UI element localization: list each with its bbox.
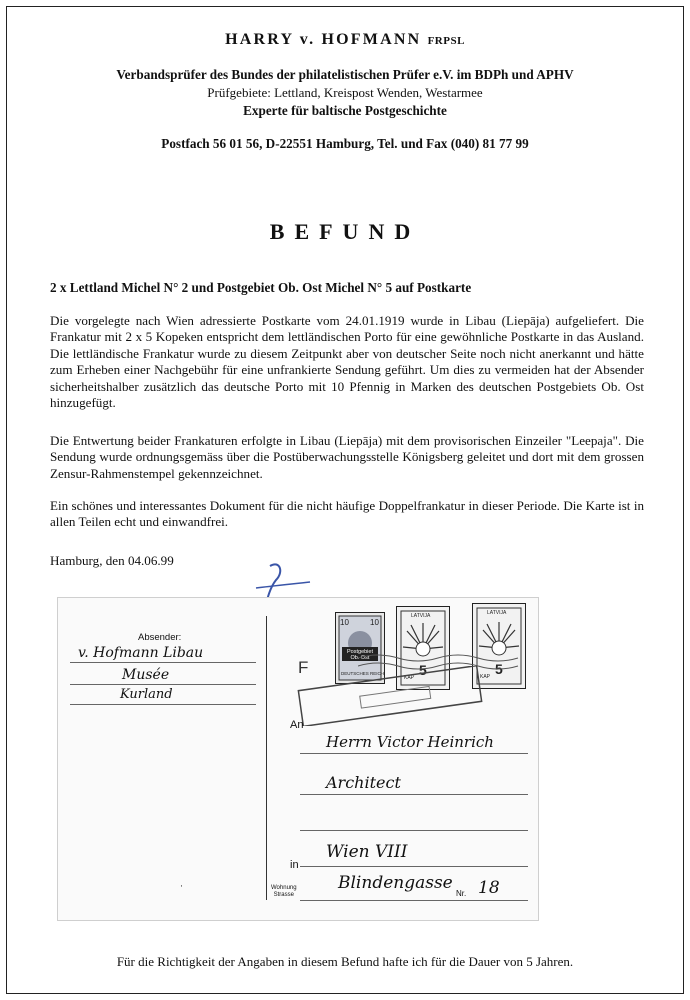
document-heading: BEFUND bbox=[269, 219, 421, 244]
sender-line-3: Kurland bbox=[120, 687, 173, 702]
address-rule-4 bbox=[300, 866, 528, 867]
stamp-latvia-2-label: LATVIJA bbox=[487, 610, 507, 616]
addressee-label: An bbox=[290, 719, 304, 731]
sender-line-1: v. Hofmann Libau bbox=[78, 645, 204, 661]
city-label: in bbox=[290, 859, 299, 871]
document-subject: 2 x Lettland Michel N° 2 und Postgebiet Ob. Ost Michel N° 5 auf Postkarte bbox=[50, 280, 472, 295]
house-number: 18 bbox=[478, 878, 500, 898]
card-header-letter: F bbox=[298, 658, 309, 677]
stamp-latvia-2-value: 5 bbox=[495, 661, 503, 677]
addressee-line-2: Architect bbox=[326, 773, 401, 792]
stamp-latvia-1-unit: KAP bbox=[404, 675, 415, 681]
addressee-street: Blindengasse bbox=[338, 873, 453, 893]
sender-line-2: Musée bbox=[122, 667, 170, 683]
address-rule-1 bbox=[300, 753, 528, 754]
stamp-latvia-1-label: LATVIJA bbox=[411, 613, 431, 619]
address-rule-2 bbox=[300, 794, 528, 795]
wohnung-text: Wohnung bbox=[271, 885, 297, 891]
addressee-line-1: Herrn Victor Heinrich bbox=[326, 733, 494, 751]
strasse-text: Strasse bbox=[273, 892, 294, 898]
document-footer: Für die Richtigkeit der Angaben in diesem Befund hafte ich für die Dauer von 5 Jahren. bbox=[116, 954, 574, 969]
stamp-germania-overprint: Postgebiet Ob. Ost bbox=[347, 649, 373, 661]
sender-rule-1 bbox=[70, 662, 256, 663]
paragraph-2: Die Entwertung beider Frankaturen erfolgte in Libau (Liepāja) mit dem provisorischen Einzeiler "Leepaja". Die Sendung wurde ordnungsgemäss über die Postüberwachungsstelle Königsberg geleitet und dort mit dem grossen Zensur-Rahmenstempel gekennzeichnet. bbox=[50, 433, 644, 481]
letterhead-line2: Prüfgebiete: Lettland, Kreispost Wenden, Westarmee bbox=[207, 85, 483, 100]
house-number-label: Nr. bbox=[456, 889, 467, 898]
letterhead-name-text: HARRY v. HOFMANN bbox=[225, 31, 422, 48]
address-rule-3 bbox=[300, 830, 528, 831]
sender-rule-3 bbox=[70, 704, 256, 705]
stamp-latvia-1-value: 5 bbox=[419, 662, 427, 678]
addressee-city: Wien VIII bbox=[326, 842, 408, 862]
postcard-image bbox=[57, 597, 539, 921]
sender-rule-2 bbox=[70, 684, 256, 685]
letterhead-name bbox=[0, 31, 690, 49]
paragraph-3: Ein schönes und interessantes Dokument für die nicht häufige Doppelfrankatur in dieser Periode. Die Karte ist in allen Teilen echt und einwandfrei. bbox=[50, 498, 644, 530]
stamp-germania-value-right: 10 bbox=[370, 618, 379, 627]
postcard-divider bbox=[266, 616, 267, 900]
card-mark: · bbox=[180, 881, 183, 891]
stamp-germania-value-left: 10 bbox=[340, 618, 349, 627]
address-rule-5 bbox=[300, 900, 528, 901]
stamp-latvia-2-unit: KAP bbox=[480, 674, 491, 680]
stamp-germania-bottom: DEUTSCHES REICH bbox=[341, 671, 385, 676]
letterhead-suffix: FRPSL bbox=[427, 35, 465, 47]
censor-stamp-icon bbox=[290, 666, 490, 726]
paragraph-1: Die vorgelegte nach Wien adressierte Postkarte vom 24.01.1919 wurde in Libau (Liepāja) aufgeliefert. Die Frankatur mit 2 x 5 Kopeken entspricht dem lettländischen Porto für eine gewöhnliche Postkarte in das Ausland. Die lettländische Frankatur wurde zu diesem Zeitpunkt aber von deutscher Seite noch nicht anerkannt und hätte zum Erheben einer Nachgebühr für eine unfrankierte Sendung geführt. Um dies zu vermeiden hat der Absender sicherheitshalber zusätzlich das deutsche Porto mit 10 Pfennig in Marken des deutschen Postgebiets Ob. Ost hinzugefügt. bbox=[50, 313, 644, 411]
wohnung-label bbox=[271, 885, 297, 899]
letterhead-line3: Experte für baltische Postgeschichte bbox=[243, 103, 447, 118]
letterhead-address: Postfach 56 01 56, D-22551 Hamburg, Tel. und Fax (040) 81 77 99 bbox=[161, 136, 529, 151]
letterhead-line1: Verbandsprüfer des Bundes der philatelistischen Prüfer e.V. im BDPh und APHV bbox=[116, 67, 574, 82]
sender-label: Absender: bbox=[138, 632, 182, 643]
place-date: Hamburg, den 04.06.99 bbox=[50, 553, 174, 568]
